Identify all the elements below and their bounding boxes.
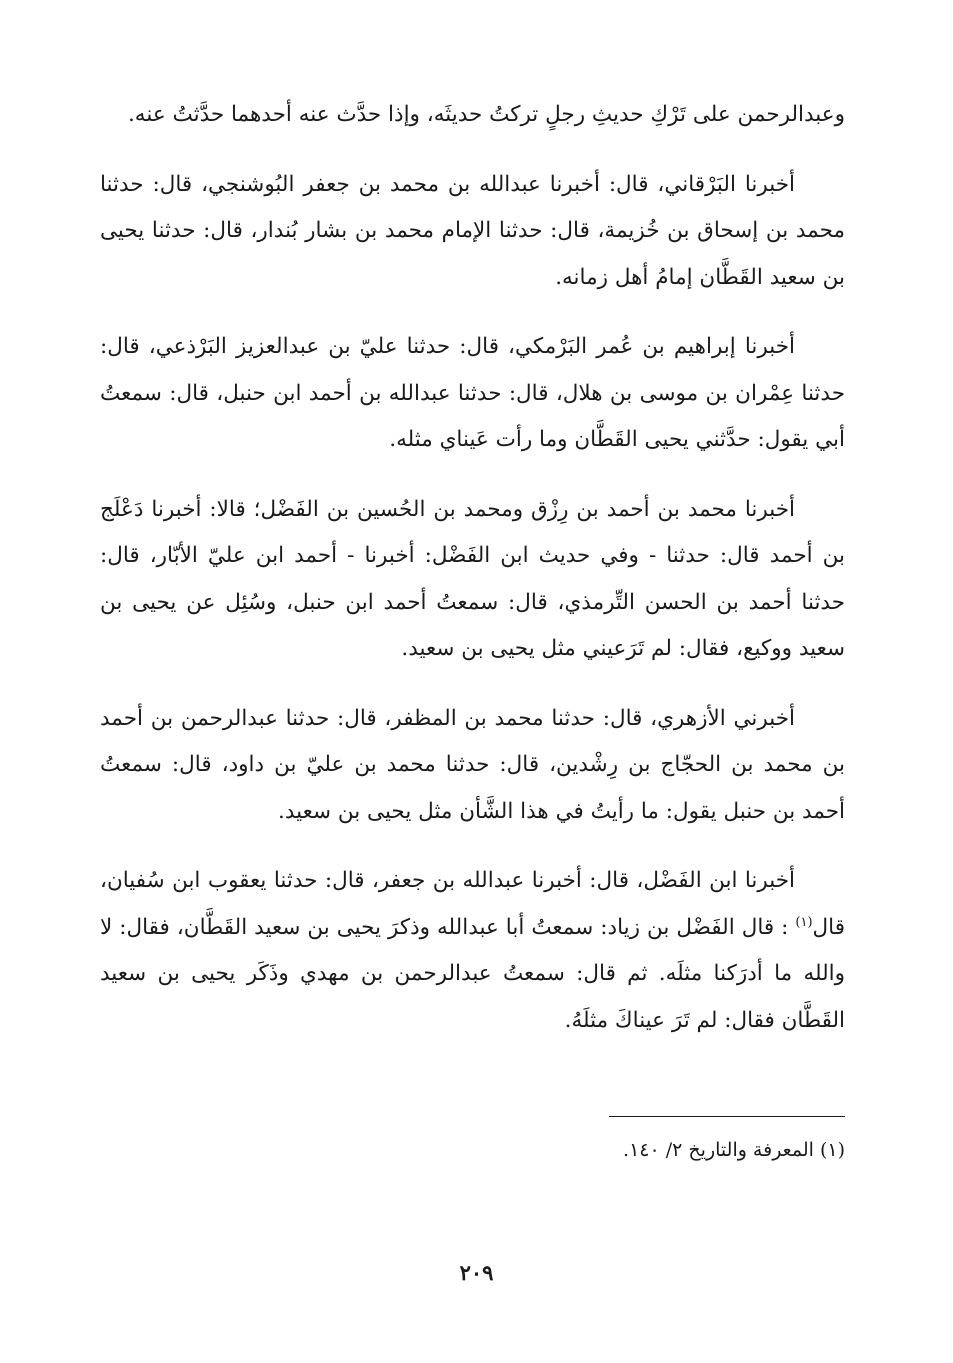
- paragraph: وعبدالرحمن على تَرْكِ حديثِ رجلٍ تركتُ حديثَه، وإذا حدَّث عنه أحدهما حدَّثتُ عنه.: [127, 102, 845, 127]
- paragraph: أخبرنا البَرْقاني، قال: أخبرنا عبدالله بن محمد بن جعفر البُوشنجي، قال: حدثنا محمد بن إسحاق بن خُزيمة، قال: حدثنا الإمام محمد بن بشار بُندار، قال: حدثنا يحيى بن سعيد القَطَّان إمامُ أهل زمانه.: [100, 171, 845, 290]
- footnote-reference[interactable]: (١): [795, 914, 813, 930]
- paragraph: أخبرنا محمد بن أحمد بن رِزْق ومحمد بن الحُسين بن الفَضْل؛ قالا: أخبرنا دَعْلَج بن أحمد قال: حدثنا - وفي حديث ابن الفَضْل: أخبرنا - أحمد ابن عليّ الأبّار، قال: حدثنا أحمد بن الحسن التِّرمذي، قال: سمعتُ أحمد ابن حنبل، وسُئِل عن يحيى بن سعيد ووكيع، فقال: لم تَرَعيني مثل يحيى بن سعيد.: [100, 496, 845, 661]
- footnote: (١) المعرفة والتاريخ ٢/ ١٤٠.: [623, 1139, 845, 1161]
- footnote-divider: [609, 1116, 845, 1117]
- paragraph-text: أخبرنا ابن الفَضْل، قال: أخبرنا عبدالله بن جعفر، قال: حدثنا يعقوب ابن سُفيان، قال: [100, 868, 845, 940]
- paragraph: أخبرنا إبراهيم بن عُمر البَرْمكي، قال: حدثنا عليّ بن عبدالعزيز البَرْذعي، قال: حدثنا عِمْران بن موسى بن هلال، قال: حدثنا عبدالله بن أحمد ابن حنبل، قال: سمعتُ أبي يقول: حدَّثني يحيى القَطَّان وما رأت عَيناي مثله.: [100, 334, 845, 452]
- paragraph-text: : قال الفَضْل بن زياد: سمعتُ أبا عبدالله وذكرَ يحيى بن سعيد القَطَّان، فقال: لا والله ما أدرَكنا مثلَه. ثم قال: سمعتُ عبدالرحمن بن مهدي وذَكَر يحيى بن سعيد القَطَّان فقال: لم تَرَ عيناكَ مثلَهُ.: [100, 914, 845, 1033]
- paragraph-with-footnote: [100, 858, 845, 1044]
- body-text: [100, 92, 845, 1067]
- page-number: ٢٠٩: [459, 1260, 494, 1285]
- paragraph: أخبرني الأزهري، قال: حدثنا محمد بن المظفر، قال: حدثنا عبدالرحمن بن أحمد بن محمد بن الحجّاج بن رِشْدين، قال: حدثنا محمد بن عليّ بن داود، قال: سمعتُ أحمد بن حنبل يقول: ما رأيتُ في هذا الشَّأن مثل يحيى بن سعيد.: [100, 705, 845, 824]
